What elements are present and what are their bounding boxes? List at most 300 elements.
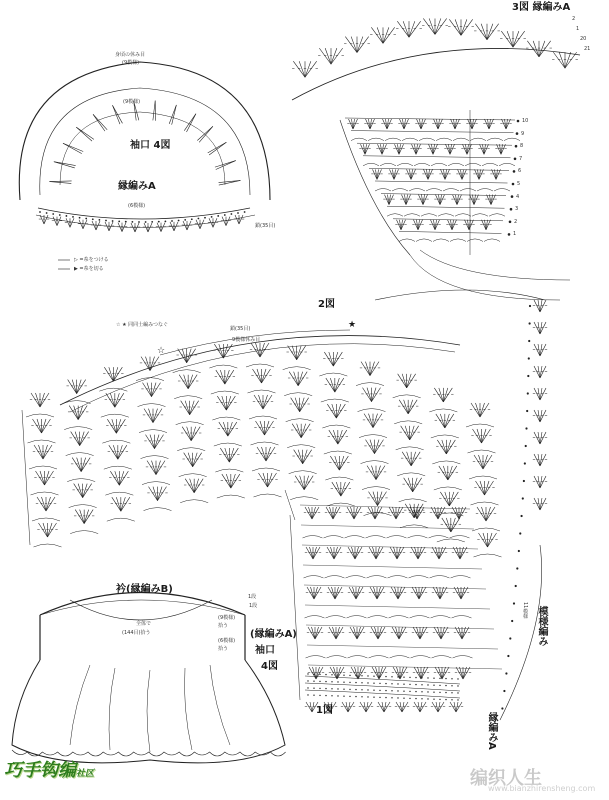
chain-dot [39,211,41,213]
chain-loop [467,239,483,242]
chart-stroke [333,507,340,519]
chart-stroke [109,367,114,381]
figure3-row-line [345,118,515,120]
figure4-note-side: 鎖(35目) [255,223,276,229]
chart-stroke [213,218,217,227]
chart-stroke [299,61,305,77]
chain-dot [99,219,101,221]
chart-stroke [442,667,449,679]
figure4-bottom-row [38,208,250,219]
chain-loop [451,576,471,579]
chart-stroke [112,419,117,433]
chain-loop [174,396,202,399]
chain-dot [367,675,368,676]
chain-loop [136,378,164,381]
chart-stroke [256,421,265,435]
chart-stroke [487,24,499,40]
chain-dot [349,675,350,676]
chart-stroke [373,492,378,506]
chart-stroke [417,507,424,519]
figure3-top-row-number: 2 [572,16,576,22]
chain-loop [450,239,466,242]
chain-dot [516,132,519,135]
chain-loop [142,482,170,485]
chain-dot [512,183,515,186]
chart-stroke [451,518,456,532]
chart-stroke [315,627,319,639]
chart-stroke [121,497,126,511]
chart-stroke [262,369,267,383]
chain-loop [471,502,499,505]
chart-stroke [366,440,375,454]
chart-stroke [375,440,380,454]
chart-stroke [112,105,122,123]
chain-loop [431,163,447,166]
chain-loop [477,189,493,192]
chart-stroke [370,362,375,376]
chain-dot [307,687,308,688]
chart-stroke [460,667,464,679]
chain-loop [104,466,132,469]
chart-stroke [433,587,440,599]
chain-dot [145,221,147,223]
chart-stroke [477,429,482,443]
chart-stroke [374,587,378,599]
chart-stroke [156,461,161,475]
chart-stroke [187,349,196,363]
chain-loop [436,138,452,141]
chain-dot [511,620,513,622]
chart-stroke [265,421,274,435]
chart-stroke [219,422,228,436]
legend-star-join: ☆ ★ 同同士編みつなぐ [116,322,169,328]
chart-stroke [153,409,162,423]
chart-stroke [329,352,334,366]
chain-dot [92,218,94,220]
chart-stroke [480,403,489,417]
chain-loop [411,656,431,659]
chain-dot [421,698,422,699]
chart-stroke [74,484,83,498]
chain-loop [304,576,324,579]
chart-stroke [46,497,51,511]
chain-dot [439,685,440,686]
chain-loop [211,391,239,394]
chart-stroke [353,587,357,599]
schematic-skirt-fold [70,665,90,745]
chart-stroke [377,587,381,599]
chart-stroke [407,452,412,466]
chart-stroke [53,217,57,226]
chart-stroke [443,466,448,480]
chain-loop [325,576,345,579]
chain-loop [305,616,325,619]
figure4-note-top2: (9模様) [122,60,140,66]
schematic-skirt-outline [12,660,285,763]
chain-loop [284,393,312,396]
chart-stroke [435,507,439,519]
chart-stroke [193,453,198,467]
schematic-collar: 衿(縁編みB) [116,584,173,595]
chart-stroke [181,401,190,415]
chain-loop [453,138,469,141]
chain-dot [445,699,446,700]
chain-dot [403,691,404,692]
chain-loop [348,656,368,659]
chart-stroke [398,374,407,388]
chart-stroke [451,518,460,532]
chain-dot [361,675,362,676]
chart-stroke [483,455,488,469]
chart-stroke [486,507,495,521]
chart-stroke [40,471,45,485]
chain-loop [319,373,347,376]
chain-loop [470,138,486,141]
chart-stroke [455,19,461,35]
chain-dot [510,208,513,211]
chain-dot [313,681,314,682]
chain-dot [526,410,528,412]
chart-stroke [263,473,268,487]
figure3-top-row-number: 20 [580,36,587,42]
chart-stroke [357,37,369,53]
chain-loop [177,448,205,451]
chart-stroke [292,346,297,360]
chain-dot [337,688,338,689]
chain-loop [286,419,314,422]
chart-stroke [319,48,331,64]
chart-stroke [335,378,340,392]
chart-stroke [84,510,89,524]
chain-dot [237,212,239,214]
chain-loop [399,499,427,502]
chain-loop [394,421,422,424]
chart-stroke [420,627,424,639]
chain-loop [460,189,476,192]
chain-loop [472,528,500,531]
chain-loop [217,495,245,498]
chart-stroke [471,403,480,417]
chart-stroke [414,667,421,679]
chart-stroke [45,471,54,485]
chain-loop [368,138,384,141]
chain-dot [391,676,392,677]
chart-stroke [231,474,236,488]
chart-stroke [229,448,238,462]
chart-stroke [376,547,380,559]
chart-stroke [316,667,323,679]
chart-stroke [461,19,467,35]
chart-stroke [223,422,228,436]
chain-dot [361,689,362,690]
chain-dot [138,221,140,223]
chart-stroke [336,482,341,496]
chart-stroke [477,507,486,521]
chart-stroke [113,445,118,459]
chart-stroke [341,482,350,496]
chart-stroke [311,587,315,599]
chart-stroke [333,430,338,444]
chain-dot [373,676,374,677]
chain-dot [151,221,153,223]
chain-loop [380,163,396,166]
chart-stroke [440,492,449,506]
chart-stroke [479,455,484,469]
chart-stroke [141,357,150,371]
chart-stroke [364,414,373,428]
chart-stroke [306,547,313,559]
chart-stroke [324,352,333,366]
chart-stroke [357,627,364,639]
chart-stroke [392,627,399,639]
chain-dot [397,697,398,698]
chain-loop [63,401,91,404]
chain-loop [472,214,488,217]
chart-stroke [354,507,361,519]
chain-dot [313,688,314,689]
chart-stroke [331,48,343,64]
chart-stroke [330,507,334,519]
chain-dot [331,695,332,696]
chart-stroke [404,478,413,492]
figure1-row-line [306,625,494,629]
figure4-note-bottom: (6模様) [128,203,146,209]
chain-dot [421,691,422,692]
chart-stroke [228,422,233,436]
chain-loop [144,508,172,511]
chart-stroke [304,476,313,490]
chain-loop [214,443,242,446]
chart-stroke [338,430,343,444]
chart-stroke [300,476,305,490]
chain-dot [451,699,452,700]
chart-stroke [188,375,193,389]
chain-dot [415,677,416,678]
chart-stroke [197,126,213,140]
chart-stroke [262,447,267,461]
chart-stroke [155,435,164,449]
chart-stroke [149,487,158,501]
chain-dot [343,689,344,690]
chart-stroke [265,421,270,435]
chart-stroke [39,445,44,459]
chain-dot [524,462,526,464]
chart-stroke [445,492,450,506]
chart-stroke [312,507,319,519]
chart-stroke [325,48,331,64]
figure4-sleeve-chart [19,62,270,269]
chart-stroke [312,627,316,639]
chart-stroke [313,667,317,679]
chart-stroke [297,346,306,360]
chart-stroke [66,218,70,227]
chart-stroke [331,547,335,559]
chart-stroke [440,587,447,599]
chart-stroke [486,507,491,521]
chart-stroke [112,497,121,511]
chain-loop [404,214,420,217]
chart-stroke [313,547,320,559]
schematic-dim2: 1段 [249,603,258,609]
chart-stroke [262,369,271,383]
chart-stroke [410,426,415,440]
chart-stroke [109,445,118,459]
chain-loop [469,476,497,479]
chart-stroke [93,114,105,131]
figure1-row-line [305,605,490,609]
chart-stroke [112,105,119,124]
chart-stroke [150,435,155,449]
chart-stroke [182,349,187,363]
chart-stroke [413,478,418,492]
chain-dot [125,221,127,223]
chart-stroke [92,221,96,230]
chain-loop [487,138,503,141]
chain-dot [349,682,350,683]
chart-stroke [393,667,400,679]
chart-stroke [400,667,404,679]
chart-stroke [373,414,378,428]
chart-stroke [307,587,314,599]
chain-loop [414,163,430,166]
chain-dot [331,688,332,689]
chart-stroke [394,547,398,559]
chain-dot [307,680,308,681]
chart-stroke [439,466,448,480]
chart-stroke [268,473,277,487]
chain-dot [457,685,458,686]
chart-stroke [335,378,344,392]
chart-stroke [34,445,43,459]
chart-stroke [33,419,42,433]
chain-dot [415,691,416,692]
figure3-top-row-number: 1 [576,26,580,32]
chain-loop [375,189,391,192]
chart-stroke [77,458,82,472]
chart-stroke [209,142,226,155]
chain-loop [345,536,365,539]
chain-loop [176,422,204,425]
chart-stroke [144,409,153,423]
chart-stroke [70,218,74,227]
chain-loop [465,163,481,166]
chain-loop [69,505,97,508]
chain-loop [416,239,432,242]
chart-stroke [331,48,337,64]
chain-dot [457,699,458,700]
chart-stroke [409,21,421,37]
chart-stroke [77,380,82,394]
chart-stroke [226,396,231,410]
chart-stroke [115,471,120,485]
chart-stroke [292,424,301,438]
chart-stroke [437,440,446,454]
chain-dot [325,695,326,696]
chart-stroke [416,587,420,599]
chart-stroke [119,471,124,485]
chart-stroke [75,510,84,524]
chart-stroke [418,547,425,559]
chart-stroke [357,37,363,53]
chart-stroke [305,507,312,519]
watermark-url: www.bianzhirensheng.com [488,784,596,793]
chart-stroke [435,667,442,679]
chart-stroke [399,627,406,639]
chart-stroke [355,547,362,559]
chart-stroke [294,372,299,386]
chain-dot [385,697,386,698]
chart-stroke [482,429,487,443]
chart-stroke [379,667,386,679]
chart-stroke [68,380,77,394]
chart-stroke [335,587,339,599]
chart-stroke [326,507,333,519]
chain-dot [307,673,308,674]
chart-stroke [300,398,309,412]
chart-stroke [76,127,92,141]
figure4-edging: 縁編みA [118,181,156,192]
chain-loop [482,163,498,166]
chain-loop [468,450,496,453]
chart-stroke [393,507,397,519]
chart-stroke [45,471,50,485]
chart-stroke [84,510,93,524]
chart-stroke [397,547,401,559]
chart-stroke [268,473,273,487]
chain-loop [283,367,311,370]
chain-dot [507,655,509,657]
chart-stroke [339,456,348,470]
chain-loop [212,417,240,420]
chart-stroke [334,547,341,559]
chart-stroke [83,484,88,498]
figure3-row-line [399,231,502,233]
chart-stroke [254,395,263,409]
chain-loop [397,163,413,166]
chart-stroke [379,667,383,679]
chart-stroke [266,447,275,461]
chart-stroke [438,507,442,519]
chart-stroke [301,424,306,438]
figure3-row-number: 7 [519,155,523,162]
chart-stroke [119,471,128,485]
chart-stroke [153,101,155,121]
chart-stroke [69,406,78,420]
chart-stroke [336,627,343,639]
chain-loop [366,536,386,539]
chart-stroke [316,667,320,679]
chain-dot [515,145,518,148]
chart-stroke [81,458,86,472]
chart-stroke [332,587,336,599]
chart-stroke [77,380,86,394]
chart-stroke [31,393,40,407]
chain-dot [355,689,356,690]
chain-dot [433,692,434,693]
figure3-row-number: 4 [516,193,520,200]
chart-stroke [332,404,337,418]
chart-stroke [226,217,230,226]
chain-dot [337,695,338,696]
chart-stroke [378,627,382,639]
chain-dot [85,218,87,220]
chain-loop [321,399,349,402]
chain-loop [139,430,167,433]
figure3-chart [292,18,580,300]
chain-loop [390,656,410,659]
chart-stroke [446,518,451,532]
chart-stroke [260,421,265,435]
